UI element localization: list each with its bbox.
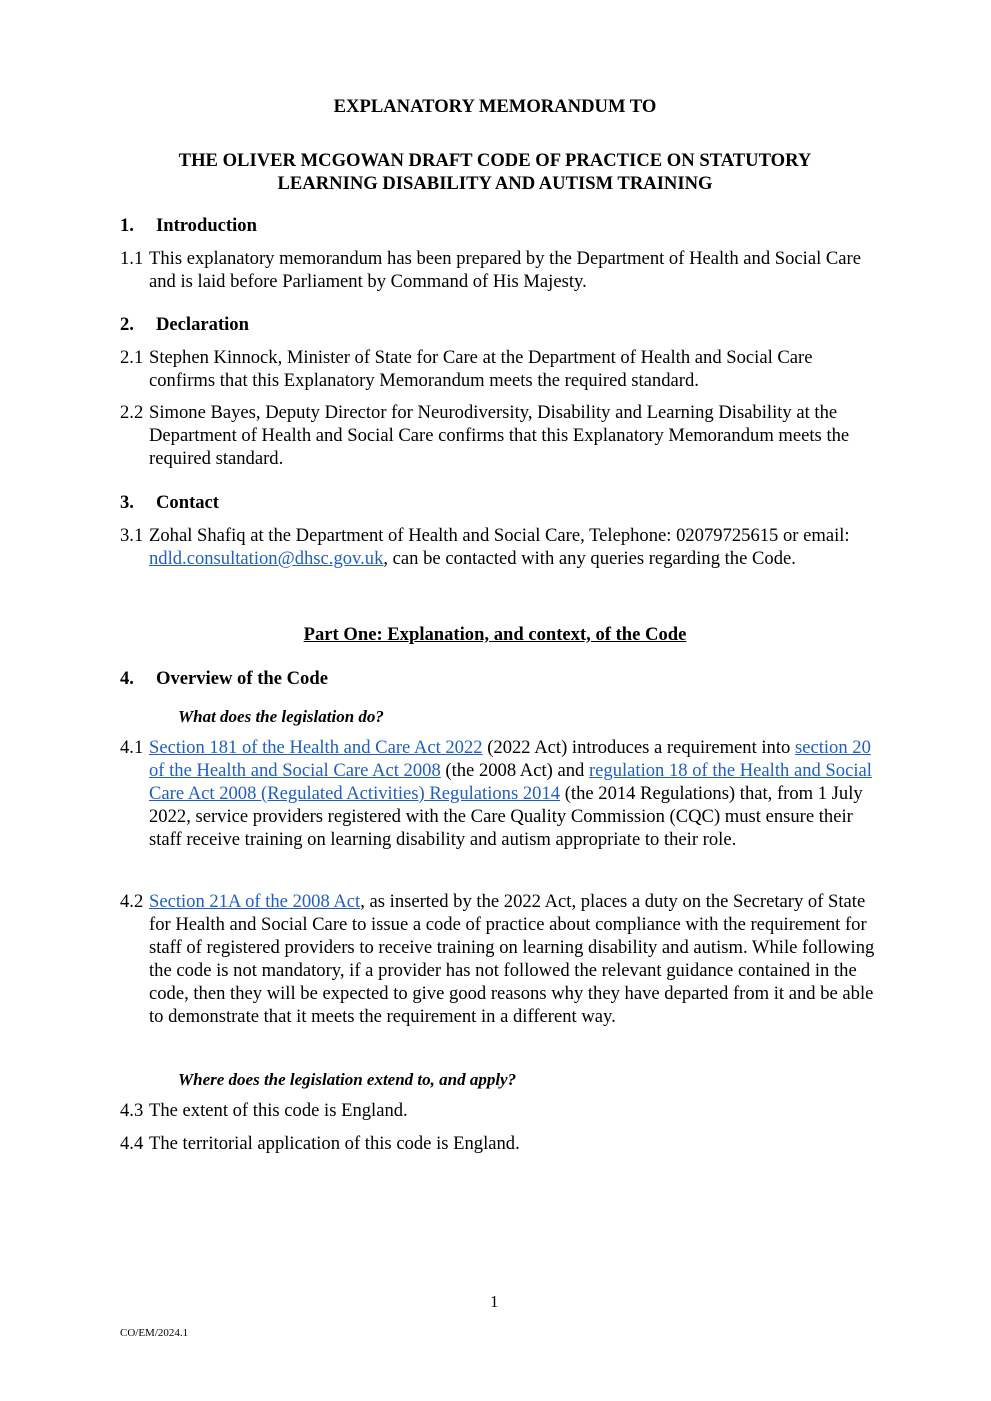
paragraph-number: 4.2 [120, 891, 144, 912]
section-heading-introduction [120, 214, 257, 237]
section-title: Overview of the Code [156, 668, 328, 689]
link-section-20[interactable]: section 20 of the Health and Social Care Act 2008 [149, 737, 871, 781]
email-link[interactable]: ndld.consultation@dhsc.gov.uk [149, 548, 384, 569]
section-heading-declaration [120, 313, 249, 336]
subheading-what-does-legislation-do: What does the legislation do? [178, 707, 384, 726]
paragraph-number: 4.4 [120, 1133, 144, 1154]
section-heading-overview [120, 667, 328, 690]
paragraph-2-1 [120, 346, 880, 392]
section-number: 4. [120, 668, 134, 689]
link-section-21a[interactable]: Section 21A of the 2008 Act [149, 891, 361, 912]
paragraph-text: The territorial application of this code is England. [149, 1133, 520, 1154]
paragraph-number: 1.1 [120, 248, 144, 269]
paragraph-3-1 [120, 524, 880, 570]
paragraph-number: 4.3 [120, 1100, 144, 1121]
paragraph-1-1 [120, 247, 880, 293]
paragraph-4-1 [120, 736, 880, 851]
text-run: , as inserted by the 2022 Act, places a duty on the Secretary of State for Health and Social Care to issue a code of practice about compliance with the requirement for staff of registered providers to receive training on learning disability and autism. While following the code is not mandatory, if a provider has not followed the relevant guidance contained in the code, then they will be expected to give good reasons why they have departed from it and be able to demonstrate that it meets the requirement in a different way. [149, 891, 875, 1027]
text-run: (the 2008 Act) and [440, 760, 589, 781]
text-run: (the 2014 Regulations) that, from 1 July 2022, service providers registered with the Care Quality Commission (CQC) must ensure their staff receive training on learning disability and autism appropriate to their role. [149, 783, 863, 850]
paragraph-number: 4.1 [120, 737, 144, 758]
section-title: Contact [156, 492, 219, 513]
link-regulation-18[interactable]: regulation 18 of the Health and Social Care Act 2008 (Regulated Activities) Regulations 2014 [149, 760, 872, 804]
section-title: Declaration [156, 314, 249, 335]
paragraph-text [149, 736, 880, 851]
section-number: 2. [120, 314, 134, 335]
paragraph-number: 2.1 [120, 347, 144, 368]
text-run: (2022 Act) introduces a requirement into [482, 737, 795, 758]
paragraph-text [149, 890, 880, 1028]
contact-text: Zohal Shafiq at the Department of Health and Social Care, Telephone: 02079725615 or email: [149, 525, 850, 546]
paragraph-number: 2.2 [120, 402, 144, 423]
paragraph-number: 3.1 [120, 525, 144, 546]
section-title: Introduction [156, 215, 257, 236]
document-reference: CO/EM/2024.1 [120, 1327, 189, 1339]
document-title-main [120, 149, 870, 195]
document-title-line3: LEARNING DISABILITY AND AUTISM TRAINING [277, 173, 713, 194]
part-one-heading: Part One: Explanation, and context, of the Code [303, 624, 687, 645]
section-number: 1. [120, 215, 134, 236]
paragraph-text: The extent of this code is England. [149, 1100, 408, 1121]
contact-text-end: , can be contacted with any queries regarding the Code. [383, 548, 796, 569]
paragraph-text: Simone Bayes, Deputy Director for Neurodiversity, Disability and Learning Disability at the Department of Health and Social Care confirms that this Explanatory Memorandum meets the required standard. [149, 402, 850, 469]
paragraph-2-2 [120, 401, 880, 470]
paragraph-4-3 [120, 1099, 880, 1122]
section-heading-contact [120, 491, 219, 514]
paragraph-4-2 [120, 890, 880, 1028]
page-number: 1 [490, 1292, 499, 1311]
subheading-where-does-legislation-extend: Where does the legislation extend to, and apply? [178, 1070, 517, 1089]
document-title-line2: THE OLIVER MCGOWAN DRAFT CODE OF PRACTICE ON STATUTORY [178, 150, 812, 171]
link-section-181[interactable]: Section 181 of the Health and Care Act 2022 [149, 737, 483, 758]
paragraph-text: This explanatory memorandum has been prepared by the Department of Health and Social Care and is laid before Parliament by Command of His Majesty. [149, 248, 861, 292]
paragraph-text [149, 524, 880, 570]
section-number: 3. [120, 492, 134, 513]
document-title-line1: EXPLANATORY MEMORANDUM TO [333, 96, 657, 117]
paragraph-text: Stephen Kinnock, Minister of State for Care at the Department of Health and Social Care confirms that this Explanatory Memorandum meets the required standard. [149, 347, 813, 391]
paragraph-4-4 [120, 1132, 880, 1155]
